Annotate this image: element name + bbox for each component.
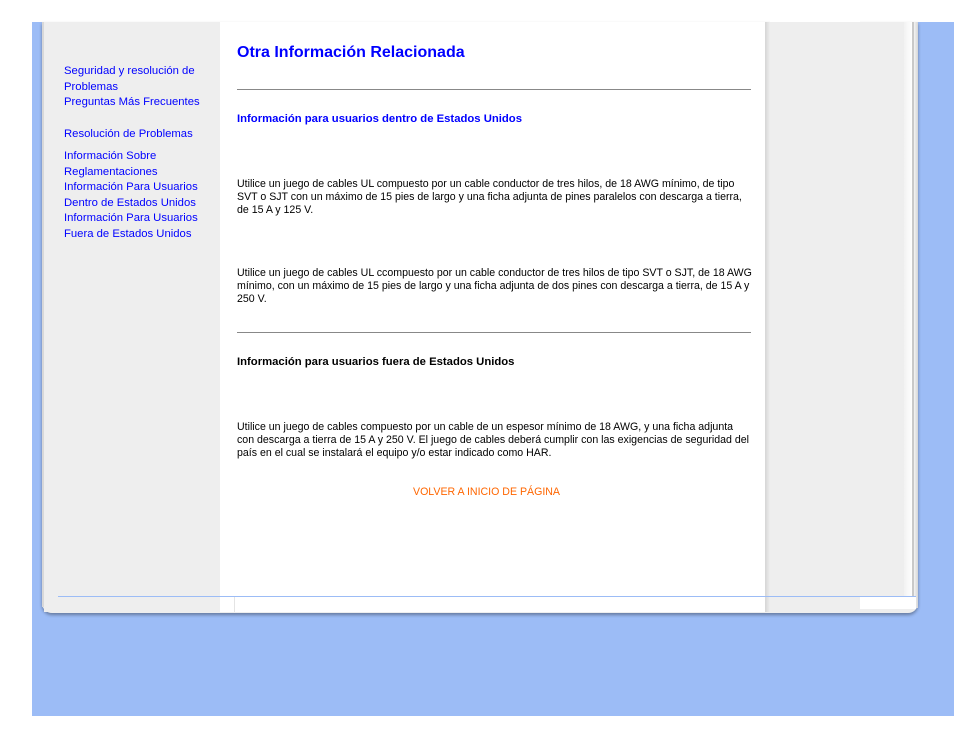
sidebar-group-regulatory	[64, 149, 209, 243]
bottom-white-strip	[220, 597, 765, 612]
sidebar-item-non-us-users[interactable]: Información Para Usuarios Fuera de Estados Unidos	[64, 212, 198, 240]
us-paragraph-1: Utilice un juego de cables UL compuesto por un cable conductor de tres hilos, de 18 AWG mínimo, de tipo SVT o SJT con un máximo de 15 pies de largo y una ficha adjunta de pines paralelos con descarga a tierra, de 15 A y 125 V.	[237, 178, 742, 216]
non-us-paragraph: Utilice un juego de cables compuesto por un cable de un espesor mínimo de 18 AWG, y una ficha adjunta con descarga a tierra de 15 A y 250 V. El juego de cables deberá cumplir con las exigencias de seguridad del país en el cual se instalará el equipo y/o estar indicado como HAR.	[237, 421, 749, 459]
sidebar-item-faq[interactable]: Preguntas Más Frecuentes	[64, 96, 200, 109]
non-us-section-heading: Información para usuarios fuera de Estados Unidos	[237, 356, 515, 368]
right-column	[770, 22, 905, 612]
us-section-heading: Información para usuarios dentro de Estados Unidos	[237, 113, 522, 125]
sidebar-group-troubleshooting	[64, 127, 209, 143]
sidebar-item-safety-troubleshooting[interactable]: Seguridad y resolución de Problemas	[64, 65, 195, 93]
right-edge	[904, 22, 918, 608]
back-to-top-link[interactable]: VOLVER A INICIO DE PÁGINA	[413, 486, 560, 498]
sidebar-item-us-users[interactable]: Información Para Usuarios Dentro de Estados Unidos	[64, 181, 198, 209]
page-title: Otra Información Relacionada	[237, 44, 465, 61]
sidebar-item-troubleshooting[interactable]: Resolución de Problemas	[64, 128, 193, 140]
divider-top	[237, 89, 751, 90]
right-edge-line	[912, 22, 914, 608]
bottom-white-strip-right	[860, 597, 916, 609]
sidebar-item-regulatory[interactable]: Información Sobre Reglamentaciones	[64, 150, 158, 178]
divider-middle	[237, 332, 751, 333]
main-content	[220, 22, 765, 612]
sidebar-group-safety	[64, 64, 209, 111]
bottom-tick	[234, 597, 235, 612]
us-paragraph-2: Utilice un juego de cables UL ccompuesto por un cable conductor de tres hilos de tipo SVT o SJT, de 18 AWG mínimo, con un máximo de 15 pies de largo y una ficha adjunta de dos pines con descarga a tierra, de 15 A y 250 V.	[237, 267, 752, 305]
